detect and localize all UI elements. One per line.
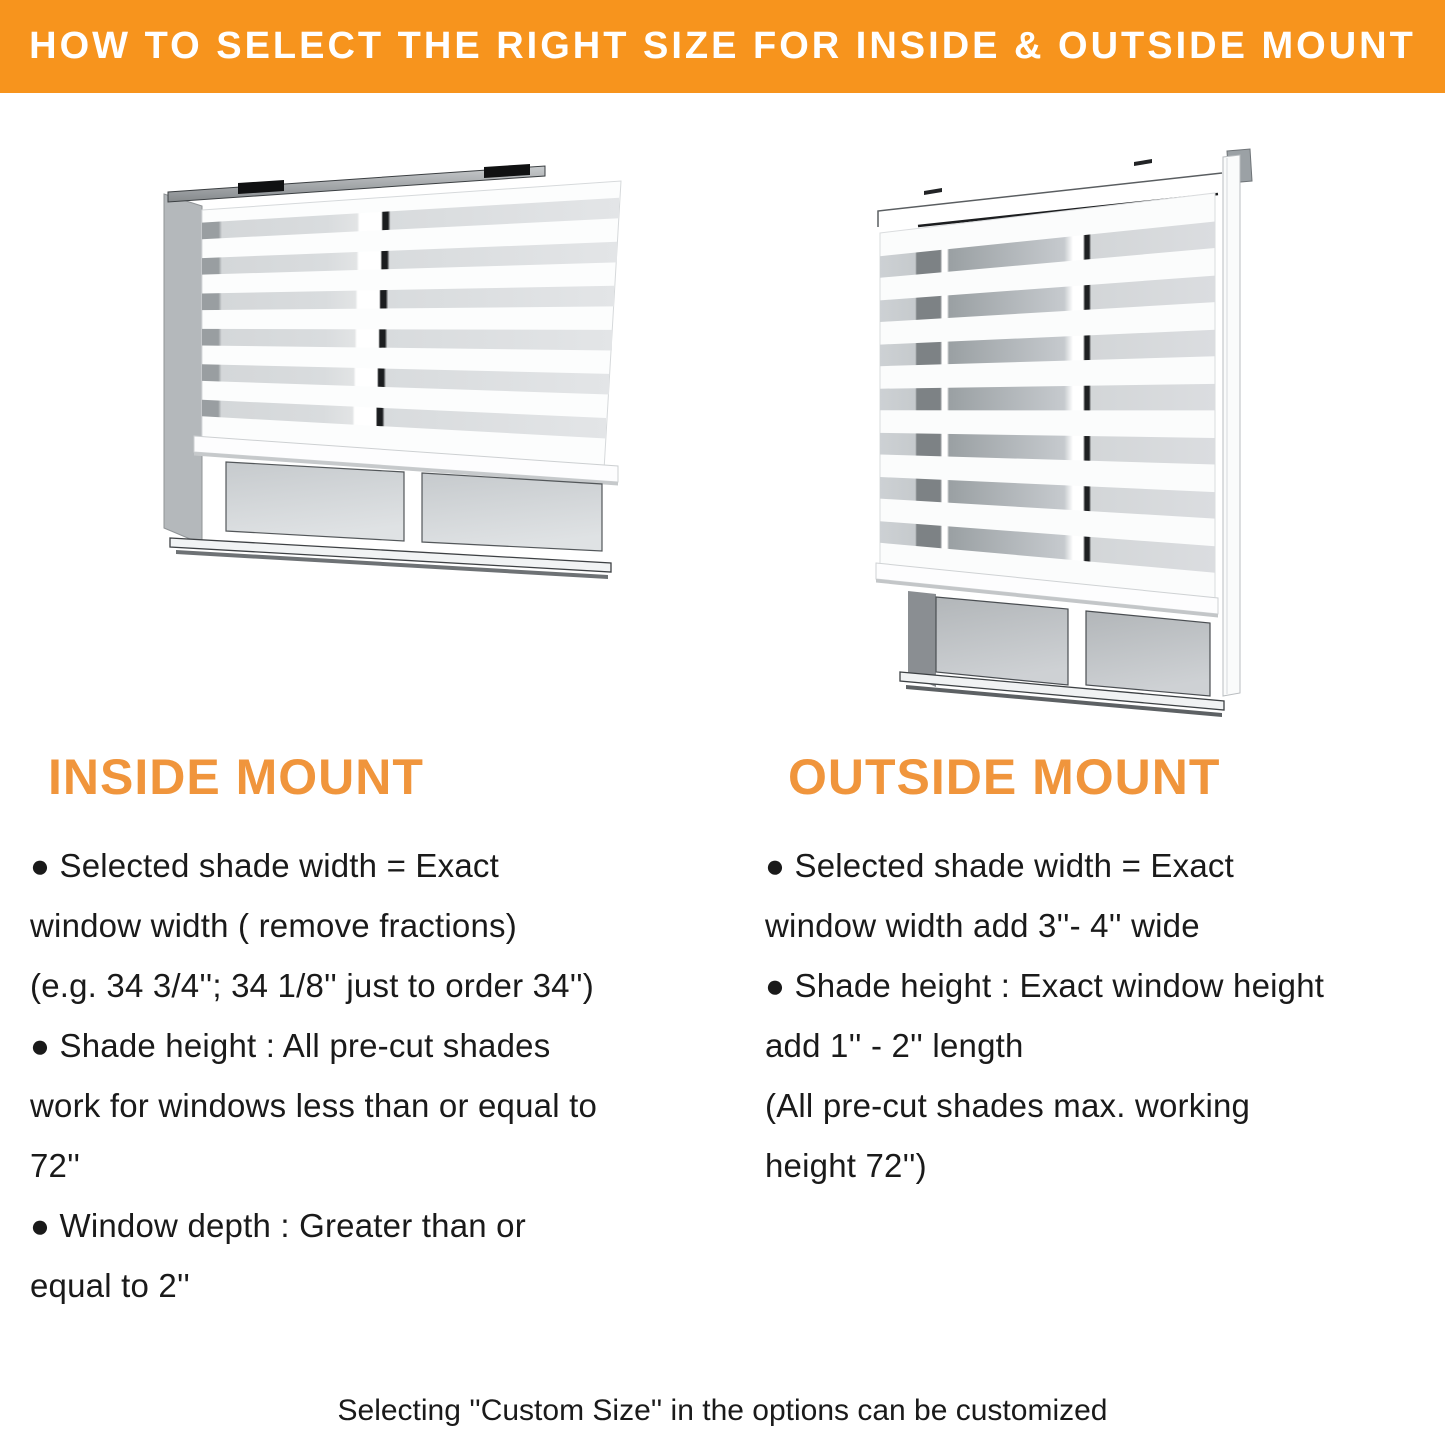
outside-mount-line: ● Selected shade width = Exact [765, 847, 1234, 884]
outside-mount-line: window width add 3''- 4'' wide [765, 907, 1200, 944]
zebra-shade [876, 193, 1218, 618]
inside-mount-line: 72'' [30, 1147, 81, 1184]
zebra-shade [194, 181, 621, 486]
bracket-mark-icon [924, 188, 942, 195]
outside-mount-heading: OUTSIDE MOUNT [788, 749, 1221, 805]
inside-mount-line: window width ( remove fractions) [30, 907, 517, 944]
outside-mount-line: height 72'') [765, 1147, 927, 1184]
outside-mount-illustration [872, 145, 1285, 730]
window-frame-right-strip [1223, 155, 1240, 696]
inside-mount-line: ● Window depth : Greater than or [30, 1207, 526, 1244]
window-frame-left-jamb [164, 194, 202, 544]
outside-mount-line: ● Shade height : Exact window height [765, 967, 1325, 1004]
inside-mount-heading: INSIDE MOUNT [48, 749, 424, 805]
banner-title: HOW TO SELECT THE RIGHT SIZE FOR INSIDE & OUTSIDE MOUNT [29, 25, 1416, 67]
outside-mount-line: add 1'' - 2'' length [765, 1027, 1024, 1064]
custom-size-note: Selecting ''Custom Size'' in the options can be customized [337, 1394, 1108, 1427]
bracket-mark-icon [1134, 159, 1152, 166]
inside-mount-text [30, 836, 597, 1316]
inside-mount-line: (e.g. 34 3/4''; 34 1/8'' just to order 34'') [30, 967, 594, 1004]
inside-mount-line: ● Selected shade width = Exact [30, 847, 499, 884]
outside-mount-line: (All pre-cut shades max. working [765, 1087, 1251, 1124]
inside-mount-illustration [156, 150, 666, 715]
outside-mount-text [765, 836, 1324, 1196]
inside-mount-line: equal to 2'' [30, 1267, 190, 1304]
inside-mount-line: ● Shade height : All pre-cut shades [30, 1027, 551, 1064]
inside-mount-line: work for windows less than or equal to [30, 1087, 598, 1124]
banner [0, 0, 1445, 93]
